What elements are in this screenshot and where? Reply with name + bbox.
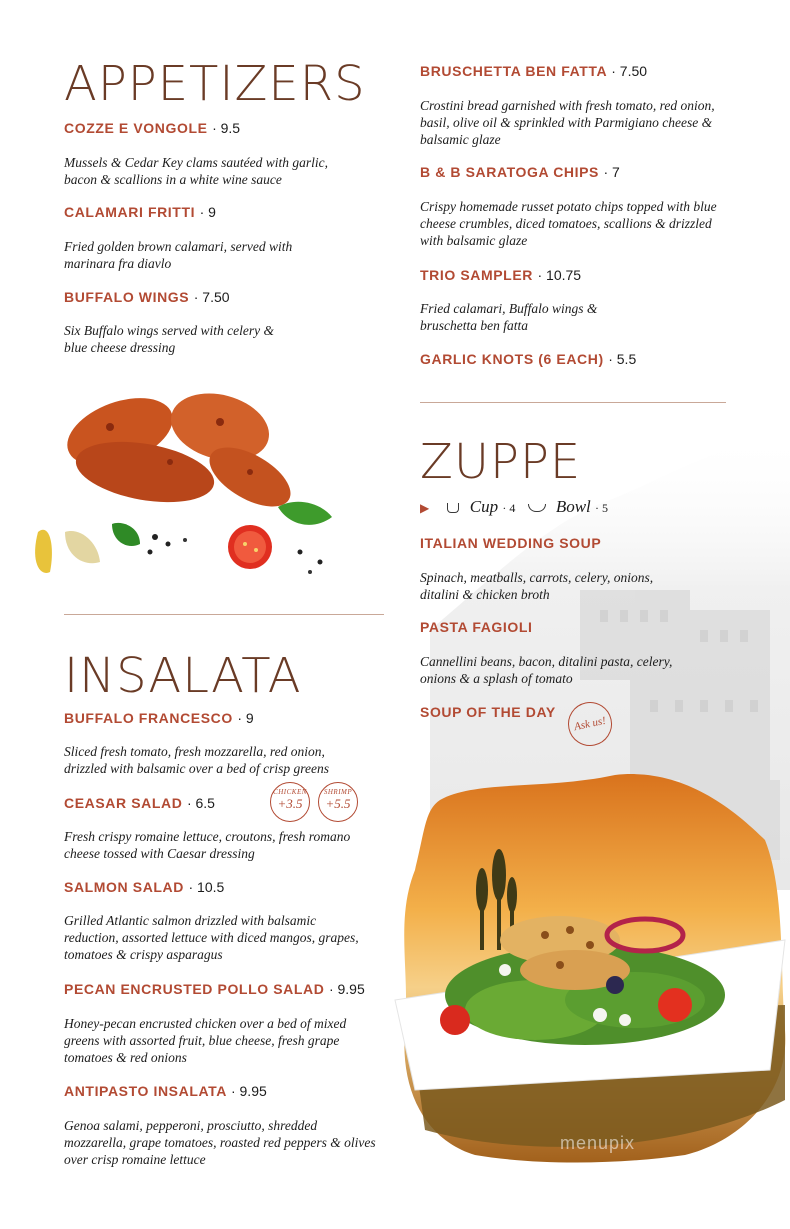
menu-item-title: ITALIAN WEDDING SOUP xyxy=(420,535,602,551)
item-description: Cannellini beans, bacon, ditalini pasta, celery, onions & a splash of tomato xyxy=(420,654,673,686)
chicken-addon-badge xyxy=(270,782,310,822)
item-description: Sliced fresh tomato, fresh mozzarella, red onion, drizzled with balsamic over a bed of crisp greens xyxy=(64,744,329,776)
item-price: · 5.5 xyxy=(608,351,637,367)
menu-item-title: SOUP OF THE DAY xyxy=(420,704,556,720)
menu-item-title xyxy=(420,351,636,367)
menu-item-title xyxy=(64,710,254,726)
ask-us-badge: Ask us! xyxy=(564,698,616,750)
menu-item-title xyxy=(64,204,216,220)
cup-price: · 4 xyxy=(502,501,516,515)
item-name: CEASAR SALAD xyxy=(64,795,183,811)
menu-item-title xyxy=(64,795,215,811)
item-name: GARLIC KNOTS (6 EACH) xyxy=(420,351,604,367)
addon-price: +5.5 xyxy=(325,796,351,811)
item-price: · 9.95 xyxy=(230,1083,267,1099)
salad-sunset-image xyxy=(385,770,790,1165)
shrimp-addon-badge xyxy=(318,782,358,822)
menu-item-title xyxy=(420,63,647,79)
bowl-label: Bowl xyxy=(555,497,591,516)
item-price: · 7.50 xyxy=(611,63,648,79)
soup-sizes xyxy=(420,497,608,517)
cup-icon xyxy=(447,503,459,513)
item-name: SALMON SALAD xyxy=(64,879,184,895)
menu-item-title xyxy=(64,1083,267,1099)
item-price: · 9 xyxy=(237,710,254,726)
item-name: BRUSCHETTA BEN FATTA xyxy=(420,63,607,79)
item-name: CALAMARI FRITTI xyxy=(64,204,196,220)
addon-label: CHICKEN xyxy=(273,788,307,796)
menu-item-title xyxy=(420,164,620,180)
section-divider xyxy=(64,614,384,615)
appetizers-heading: APPETIZERS xyxy=(64,56,366,112)
menu-item-title xyxy=(64,120,240,136)
item-description: Grilled Atlantic salmon drizzled with balsamic reduction, assorted lettuce with diced mangos, grapes, tomatoes & crispy asparagus xyxy=(64,913,359,962)
item-price: · 9.95 xyxy=(328,981,365,997)
menu-item-title xyxy=(420,267,581,283)
item-description: Crispy homemade russet potato chips topped with blue cheese crumbles, diced tomatoes, scallions & drizzled with balsamic glaze xyxy=(420,199,717,248)
menu-item-title: PASTA FAGIOLI xyxy=(420,619,533,635)
item-name: PECAN ENCRUSTED POLLO SALAD xyxy=(64,981,325,997)
item-name: COZZE E VONGOLE xyxy=(64,120,208,136)
section-divider xyxy=(420,402,726,403)
item-price: · 6.5 xyxy=(186,795,215,811)
item-description: Crostini bread garnished with fresh tomato, red onion, basil, olive oil & sprinkled with Parmigiano cheese & balsamic glaze xyxy=(420,98,715,147)
bowl-price: · 5 xyxy=(595,501,609,515)
insalata-heading: INSALATA xyxy=(64,648,302,704)
item-price: · 7 xyxy=(603,164,620,180)
item-price: · 9.5 xyxy=(212,120,241,136)
item-name: BUFFALO FRANCESCO xyxy=(64,710,233,726)
item-description: Mussels & Cedar Key clams sautéed with garlic, bacon & scallions in a white wine sauce xyxy=(64,155,328,187)
menu-item-title xyxy=(64,289,230,305)
buffalo-wings-image xyxy=(20,372,340,584)
item-description: Fresh crispy romaine lettuce, croutons, fresh romano cheese tossed with Caesar dressing xyxy=(64,829,351,861)
bowl-icon xyxy=(528,504,546,512)
item-description: Fried golden brown calamari, served with marinara fra diavlo xyxy=(64,239,293,271)
menu-item-title xyxy=(64,879,224,895)
item-name: TRIO SAMPLER xyxy=(420,267,533,283)
watermark: menupix xyxy=(560,1133,636,1153)
item-name: BUFFALO WINGS xyxy=(64,289,190,305)
arrow-right-icon: ▶ xyxy=(420,501,430,515)
item-description: Genoa salami, pepperoni, prosciutto, shredded mozzarella, grape tomatoes, roasted red peppers & olives over crisp romaine lettuce xyxy=(64,1118,376,1167)
zuppe-heading: ZUPPE xyxy=(420,434,582,490)
item-name: ANTIPASTO INSALATA xyxy=(64,1083,227,1099)
item-name: B & B SARATOGA CHIPS xyxy=(420,164,599,180)
item-price: · 7.50 xyxy=(193,289,230,305)
item-price: · 9 xyxy=(199,204,216,220)
item-price: · 10.75 xyxy=(537,267,582,283)
item-description: Six Buffalo wings served with celery & blue cheese dressing xyxy=(64,323,274,355)
cup-label: Cup xyxy=(469,497,499,516)
item-description: Honey-pecan encrusted chicken over a bed of mixed greens with assorted fruit, blue cheese, fresh grape tomatoes & red onions xyxy=(64,1016,347,1065)
addon-label: SHRIMP xyxy=(323,788,353,796)
item-price: · 10.5 xyxy=(188,879,225,895)
addon-price: +3.5 xyxy=(277,796,303,811)
item-description: Spinach, meatballs, carrots, celery, onions, ditalini & chicken broth xyxy=(420,570,654,602)
item-description: Fried calamari, Buffalo wings & bruschetta ben fatta xyxy=(420,301,598,333)
menu-item-title xyxy=(64,981,365,997)
